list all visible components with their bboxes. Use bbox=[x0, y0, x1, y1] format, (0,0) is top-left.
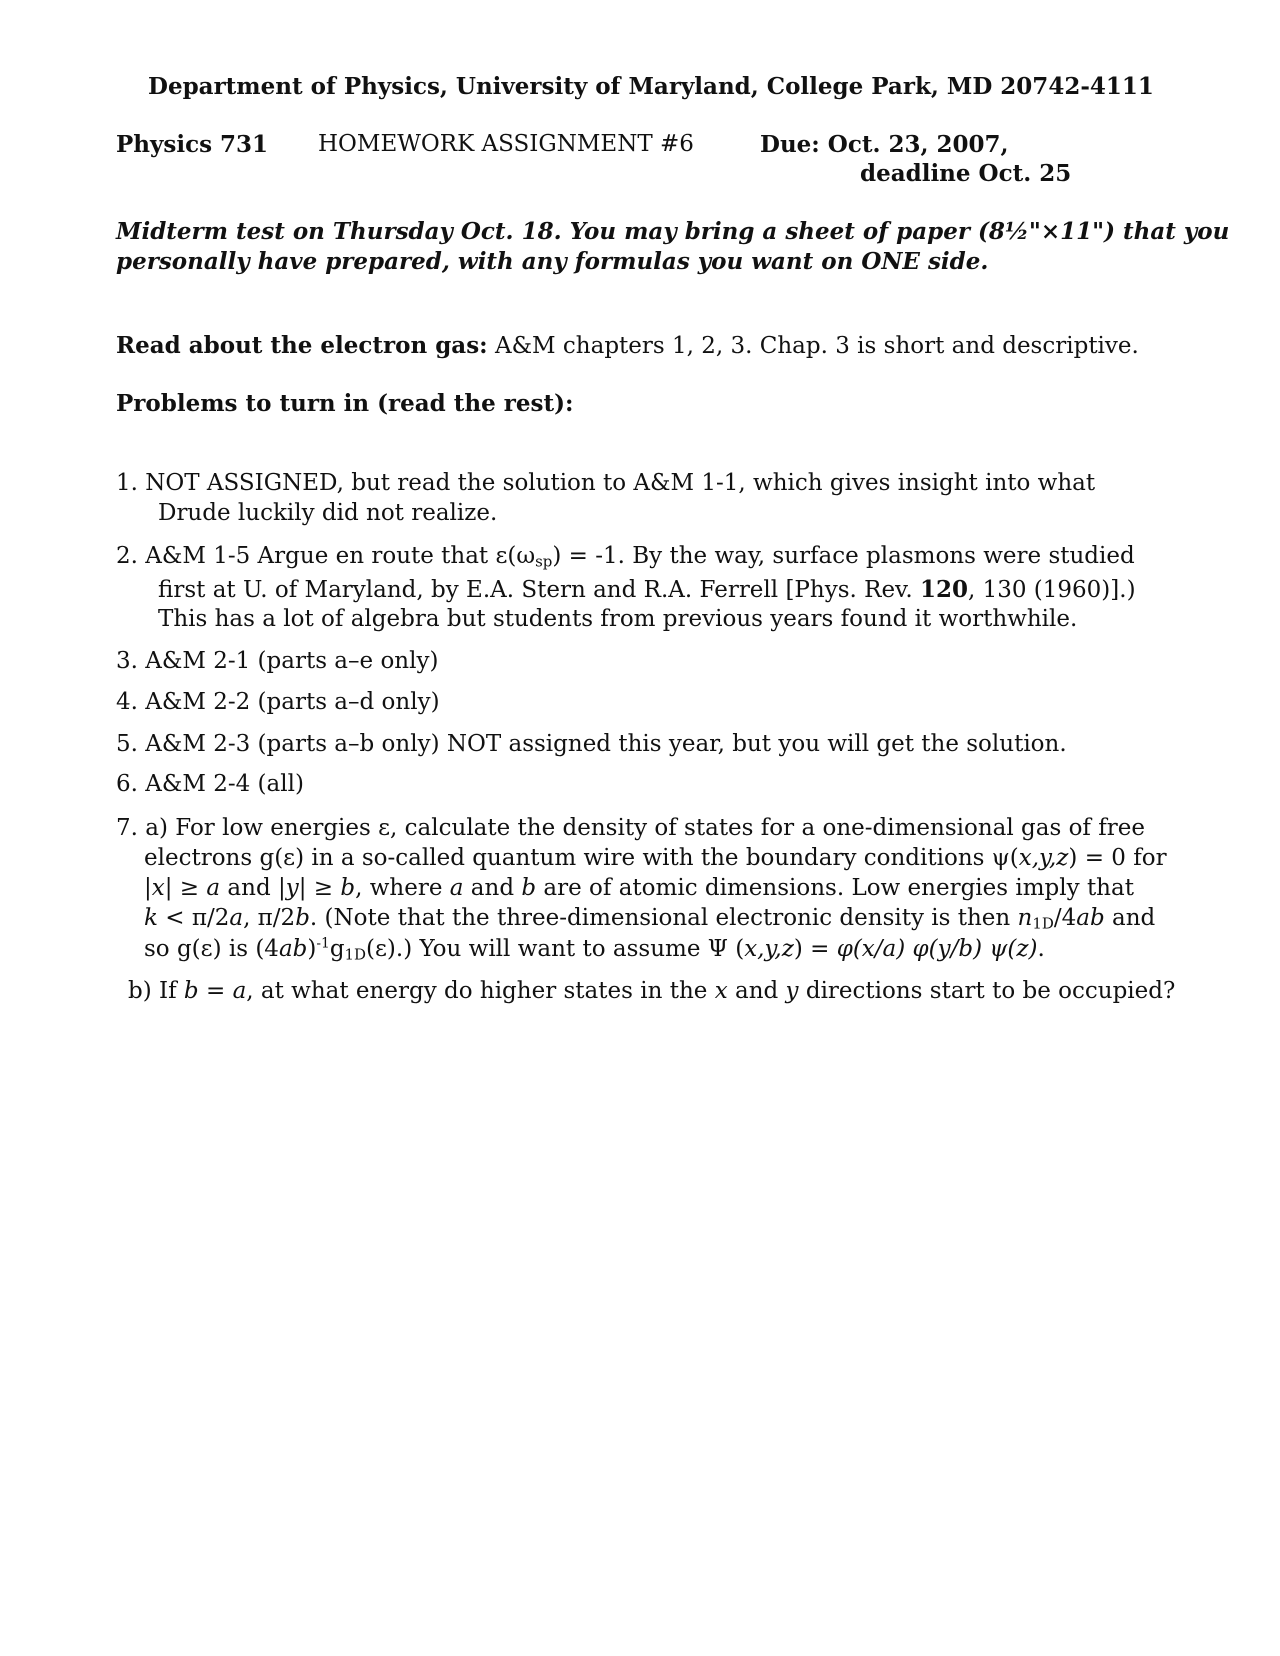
problem-7a-line2 bbox=[144, 847, 1167, 870]
assignment-title: HOMEWORK ASSIGNMENT #6 bbox=[318, 131, 694, 157]
reading-lead: Read about the electron gas: bbox=[116, 332, 488, 359]
problem-7a-line1: 7. a) For low energies ε, calculate the density of states for a one-dimensional gas of free bbox=[116, 815, 1145, 841]
problem-7a-line3 bbox=[144, 877, 1134, 900]
math: φ(y/b) bbox=[912, 936, 983, 962]
text: so g(ε) is (4 bbox=[144, 936, 279, 962]
text: | ≥ bbox=[164, 875, 207, 901]
problems-heading: Problems to turn in (read the rest): bbox=[116, 390, 574, 417]
department-header: Department of Physics, University of Maryland, College Park, MD 20742-4111 bbox=[148, 73, 1154, 100]
midterm-notice-line2: personally have prepared, with any formulas you want on ONE side. bbox=[116, 248, 989, 275]
math: φ(x/a) bbox=[836, 936, 906, 962]
text: | ≥ bbox=[298, 875, 341, 901]
text: , at what energy do higher states in the bbox=[246, 978, 715, 1004]
problem-2-text-b: ) = -1. By the way, surface plasmons were studied bbox=[552, 543, 1135, 569]
text: . (Note that the three-dimensional electronic density is then bbox=[309, 905, 1018, 931]
text: | bbox=[144, 875, 152, 901]
math: b bbox=[183, 978, 199, 1004]
text: electrons g(ε) in a so-called quantum wire with the boundary conditions ψ( bbox=[144, 845, 1019, 871]
problem-2-line3: This has a lot of algebra but students from previous years found it worthwhile. bbox=[158, 606, 1078, 632]
problem-2-volume: 120 bbox=[919, 576, 968, 603]
problem-2-ref-a: first at U. of Maryland, by E.A. Stern and R.A. Ferrell [Phys. Rev. bbox=[158, 577, 920, 603]
text: directions start to be occupied? bbox=[798, 978, 1176, 1004]
problem-6: 6. A&M 2-4 (all) bbox=[116, 771, 304, 797]
math: b bbox=[340, 875, 356, 901]
math: x bbox=[714, 978, 728, 1004]
text: /4 bbox=[1053, 905, 1077, 931]
math: b bbox=[521, 875, 537, 901]
math: a bbox=[206, 875, 221, 901]
problem-4: 4. A&M 2-2 (parts a–d only) bbox=[116, 689, 440, 715]
math: ψ(z) bbox=[989, 936, 1038, 962]
deadline-date: deadline Oct. 25 bbox=[860, 160, 1072, 187]
math: y bbox=[785, 978, 799, 1004]
text: . bbox=[1037, 936, 1045, 962]
math: n bbox=[1017, 905, 1033, 931]
problem-1-line1: 1. NOT ASSIGNED, but read the solution to A&M 1-1, which gives insight into what bbox=[116, 470, 1096, 496]
text: and bbox=[727, 978, 786, 1004]
text: ) bbox=[307, 936, 317, 962]
problem-7a-line5 bbox=[144, 935, 1045, 964]
text: are of atomic dimensions. Low energies imply that bbox=[536, 875, 1134, 901]
text: , where bbox=[355, 875, 450, 901]
text: and bbox=[463, 875, 522, 901]
problem-7a-line4 bbox=[144, 905, 1156, 933]
math: k bbox=[144, 905, 158, 931]
problem-2-ref-b: , 130 (1960)].) bbox=[967, 577, 1136, 603]
math: x,y,z bbox=[1018, 845, 1069, 871]
text: < π/2 bbox=[157, 905, 230, 931]
reading-assignment bbox=[116, 334, 1139, 358]
problem-2-text-a: 2. A&M 1-5 Argue en route that ε(ω bbox=[116, 543, 536, 569]
subscript: 1D bbox=[1032, 914, 1054, 933]
course-name: Physics 731 bbox=[116, 131, 269, 158]
text: and bbox=[1104, 905, 1156, 931]
superscript: -1 bbox=[316, 935, 330, 952]
text: ) = bbox=[793, 936, 837, 962]
math: x bbox=[151, 875, 165, 901]
text: g bbox=[329, 936, 345, 962]
math: y bbox=[285, 875, 299, 901]
text: b) If bbox=[128, 978, 184, 1004]
problem-5: 5. A&M 2-3 (parts a–b only) NOT assigned this year, but you will get the solution. bbox=[116, 731, 1067, 757]
text: (ε).) You will want to assume Ψ ( bbox=[366, 936, 745, 962]
problem-3: 3. A&M 2-1 (parts a–e only) bbox=[116, 648, 439, 674]
math: b bbox=[295, 905, 310, 931]
math: a bbox=[229, 905, 244, 931]
math: a bbox=[449, 875, 464, 901]
subscript: 1D bbox=[344, 945, 367, 964]
text: = bbox=[198, 978, 233, 1004]
math: x,y,z bbox=[744, 936, 794, 962]
problem-2-line1 bbox=[116, 543, 1135, 571]
midterm-notice-line1: Midterm test on Thursday Oct. 18. You may bring a sheet of paper (8½"×11") that you bbox=[116, 218, 1230, 245]
math: ab bbox=[278, 936, 308, 962]
problem-7b bbox=[128, 980, 1175, 1003]
text: , π/2 bbox=[243, 905, 296, 931]
text bbox=[905, 936, 912, 962]
problem-1-line2: Drude luckily did not realize. bbox=[158, 500, 498, 526]
text: and | bbox=[220, 875, 286, 901]
reading-chapters: A&M chapters 1, 2, 3. Chap. 3 is short and descriptive. bbox=[487, 333, 1139, 359]
problem-2-subscript: sp bbox=[535, 552, 553, 571]
problem-2-line2 bbox=[158, 578, 1136, 602]
due-date: Due: Oct. 23, 2007, bbox=[760, 131, 1009, 158]
text: ) = 0 for bbox=[1068, 845, 1167, 871]
math: a bbox=[232, 978, 247, 1004]
math: ab bbox=[1076, 905, 1105, 931]
